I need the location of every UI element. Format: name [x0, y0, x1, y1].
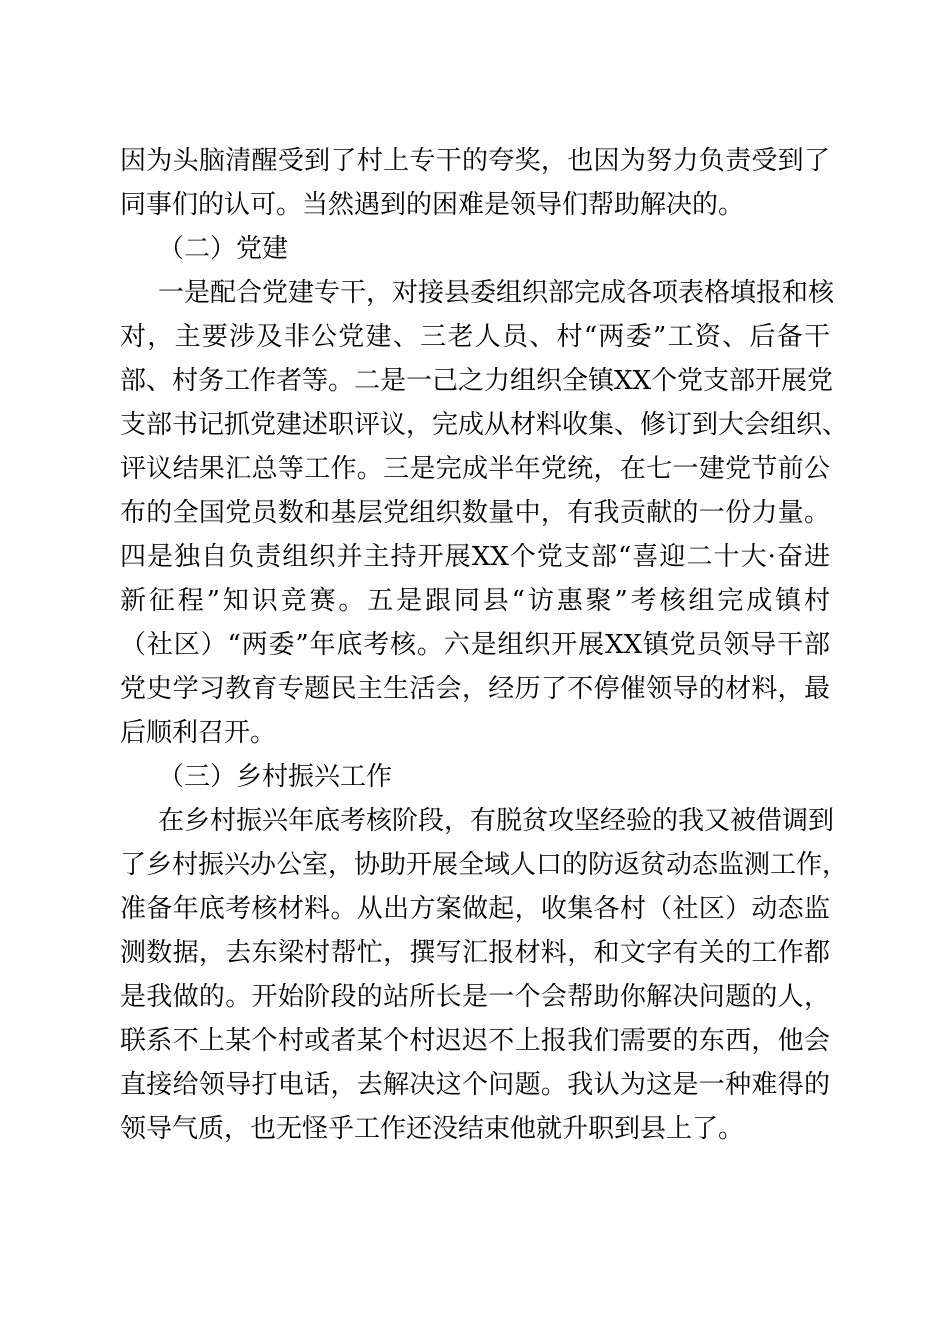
paragraph-line: 联系不上某个村或者某个村迟迟不上报我们需要的东西，他会 — [120, 1026, 830, 1056]
paragraph-line: 因为头脑清醒受到了村上专干的夸奖，也因为努力负责受到了 — [120, 146, 830, 176]
paragraph-line: （社区）“两委”年底考核。六是组织开展XX镇党员领导干部 — [120, 630, 830, 660]
paragraph-line: 布的全国党员数和基层党组织数量中，有我贡献的一份力量。 — [120, 498, 830, 528]
paragraph-line: 四是独自负责组织并主持开展XX个党支部“喜迎二十大·奋进 — [120, 542, 830, 572]
paragraph-line: 后顺利召开。 — [120, 718, 277, 748]
paragraph-line: 是我做的。开始阶段的站所长是一个会帮助你解决问题的人， — [120, 982, 830, 1012]
paragraph-line: 同事们的认可。当然遇到的困难是领导们帮助解决的。 — [120, 190, 745, 220]
paragraph-line: 测数据，去东梁村帮忙，撰写汇报材料，和文字有关的工作都 — [120, 938, 830, 968]
paragraph-line: 准备年底考核材料。从出方案做起，收集各村（社区）动态监 — [120, 894, 830, 924]
paragraph-line: 直接给领导打电话，去解决这个问题。我认为这是一种难得的 — [120, 1070, 830, 1100]
paragraph-line: 在乡村振兴年底考核阶段，有脱贫攻坚经验的我又被借调到 — [158, 806, 835, 836]
paragraph-line: 领导气质，也无怪乎工作还没结束他就升职到县上了。 — [120, 1114, 745, 1144]
paragraph-line: 了乡村振兴办公室，协助开展全域人口的防返贫动态监测工作， — [120, 850, 849, 880]
paragraph-line: 支部书记抓党建述职评议，完成从材料收集、修订到大会组织、 — [120, 410, 849, 440]
section-heading-party-building: （二）党建 — [158, 234, 289, 264]
paragraph-line: 党史学习教育专题民主生活会，经历了不停催领导的材料，最 — [120, 674, 830, 704]
section-heading-rural-revitalization: （三）乡村振兴工作 — [158, 762, 393, 792]
paragraph-line: 一是配合党建专干，对接县委组织部完成各项表格填报和核 — [158, 278, 835, 308]
paragraph-line: 新征程”知识竞赛。五是跟同县“访惠聚”考核组完成镇村 — [120, 586, 830, 616]
paragraph-line: 评议结果汇总等工作。三是完成半年党统，在七一建党节前公 — [120, 454, 830, 484]
paragraph-line: 对，主要涉及非公党建、三老人员、村“两委”工资、后备干 — [120, 322, 830, 352]
paragraph-line: 部、村务工作者等。二是一己之力组织全镇XX个党支部开展党 — [120, 366, 834, 396]
